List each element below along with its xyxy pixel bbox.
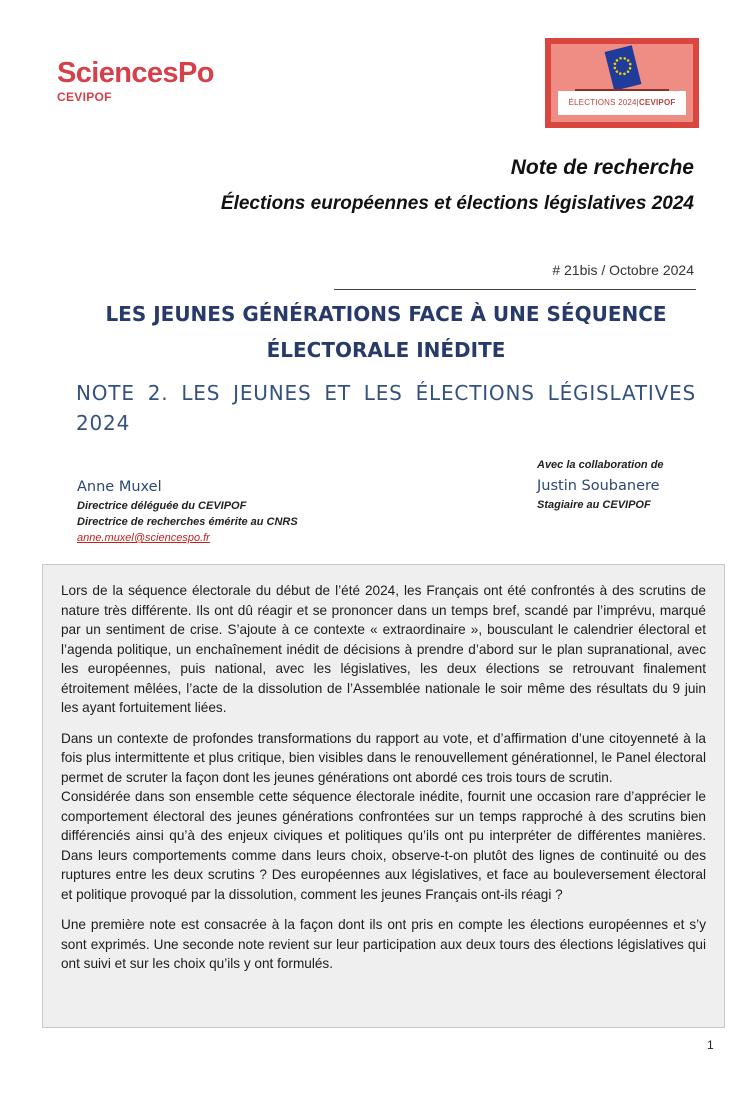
abstract-paragraph-1: Lors de la séquence électorale du début de l’été 2024, les Français ont été confrontés à des scrutins de nature très différente. Ils ont dû réagir et se prononcer dans un temps bref, scandé par l’imprévu, marqué par un sentiment de crise. S’ajoute à ce contexte « extraordinaire », bousculant le calendrier électoral et l’agenda politique, un enchaînement inédit de décisions à prendre d’abord sur le plan supranational, avec les européennes, puis national, avec les législatives, les deux élections se retrouvant finalement étroitement mêlées, l’acte de la dissolution de l’Assemblée nationale le soir même des résultats du 9 juin les ayant fortuitement liées. [61, 583, 706, 715]
series-subtitle: Élections européennes et élections législatives 2024 [220, 193, 694, 214]
header-divider [334, 289, 696, 290]
primary-author-name: Anne Muxel [77, 479, 162, 495]
main-title [76, 296, 696, 368]
page-number: 1 [707, 1038, 714, 1052]
collaborator-role: Stagiaire au CEVIPOF [537, 499, 651, 511]
primary-author-role1: Directrice déléguée du CEVIPOF [77, 500, 247, 512]
collaborator-name: Justin Soubanere [537, 478, 660, 494]
collaborator-block [537, 459, 664, 513]
primary-author-block [77, 476, 298, 546]
logo-brand-text: SciencesPo [57, 57, 214, 89]
badge-label-elections: ÉLECTIONS 2024 [568, 98, 637, 107]
eu-ballot-flag-icon [604, 44, 642, 90]
elections-2024-badge [545, 38, 699, 128]
issue-number: # 21bis / Octobre 2024 [552, 262, 694, 278]
logo-sub-text: CEVIPOF [57, 90, 112, 104]
abstract-paragraph-4: Une première note est consacrée à la façon dont ils ont pris en compte les élections européennes et s’y sont exprimés. Une seconde note revient sur leur participation aux deux tours des élections législatives qui ont suivi et sur les choix qu’ils y ont formulés. [61, 917, 706, 971]
abstract-paragraph-2: Dans un contexte de profondes transformations du rapport au vote, et d’affirmation d’une citoyenneté à la fois plus intermittente et plus critique, bien visibles dans le renouvellement générationnel, le Panel électoral permet de scruter la façon dont les jeunes générations ont abordé ces trois tours de scrutin. [61, 730, 706, 785]
sciencespo-logo [57, 58, 214, 104]
note-type-title: Note de recherche [510, 156, 694, 179]
main-title-line2: ÉLECTORALE INÉDITE [266, 338, 506, 362]
collaboration-intro: Avec la collaboration de [537, 459, 664, 471]
badge-label-separator: | [636, 98, 639, 107]
main-title-line1: LES JEUNES GÉNÉRATIONS FACE À UNE SÉQUENCE [105, 302, 667, 326]
abstract-box [42, 564, 725, 1028]
abstract-paragraph-3: Considérée dans son ensemble cette séquence électorale inédite, fournit une occasion rare d’apprécier le comportement électoral des jeunes générations confrontées sur un temps rapproché à des scrutins bien différenciés ainsi qu’à des enjeux civiques et politiques qu’ils ont pu interpréter de différentes manières. Dans leurs comportements comme dans leurs choix, observe-t-on plutôt des lignes de continuité ou des ruptures entre les deux scrutins ? Des européennes aux législatives, et face au bouleversement électoral et politique provoqué par la dissolution, comment les jeunes Français ont-ils réagi ? [61, 789, 706, 902]
primary-author-role2: Directrice de recherches émérite au CNRS [77, 516, 298, 528]
note-heading: NOTE 2. LES JEUNES ET LES ÉLECTIONS LÉGISLATIVES 2024 [76, 381, 696, 435]
primary-author-email-link[interactable]: anne.muxel@sciencespo.fr [77, 532, 210, 544]
badge-label [558, 98, 686, 107]
badge-label-cevipof: CEVIPOF [638, 98, 676, 107]
